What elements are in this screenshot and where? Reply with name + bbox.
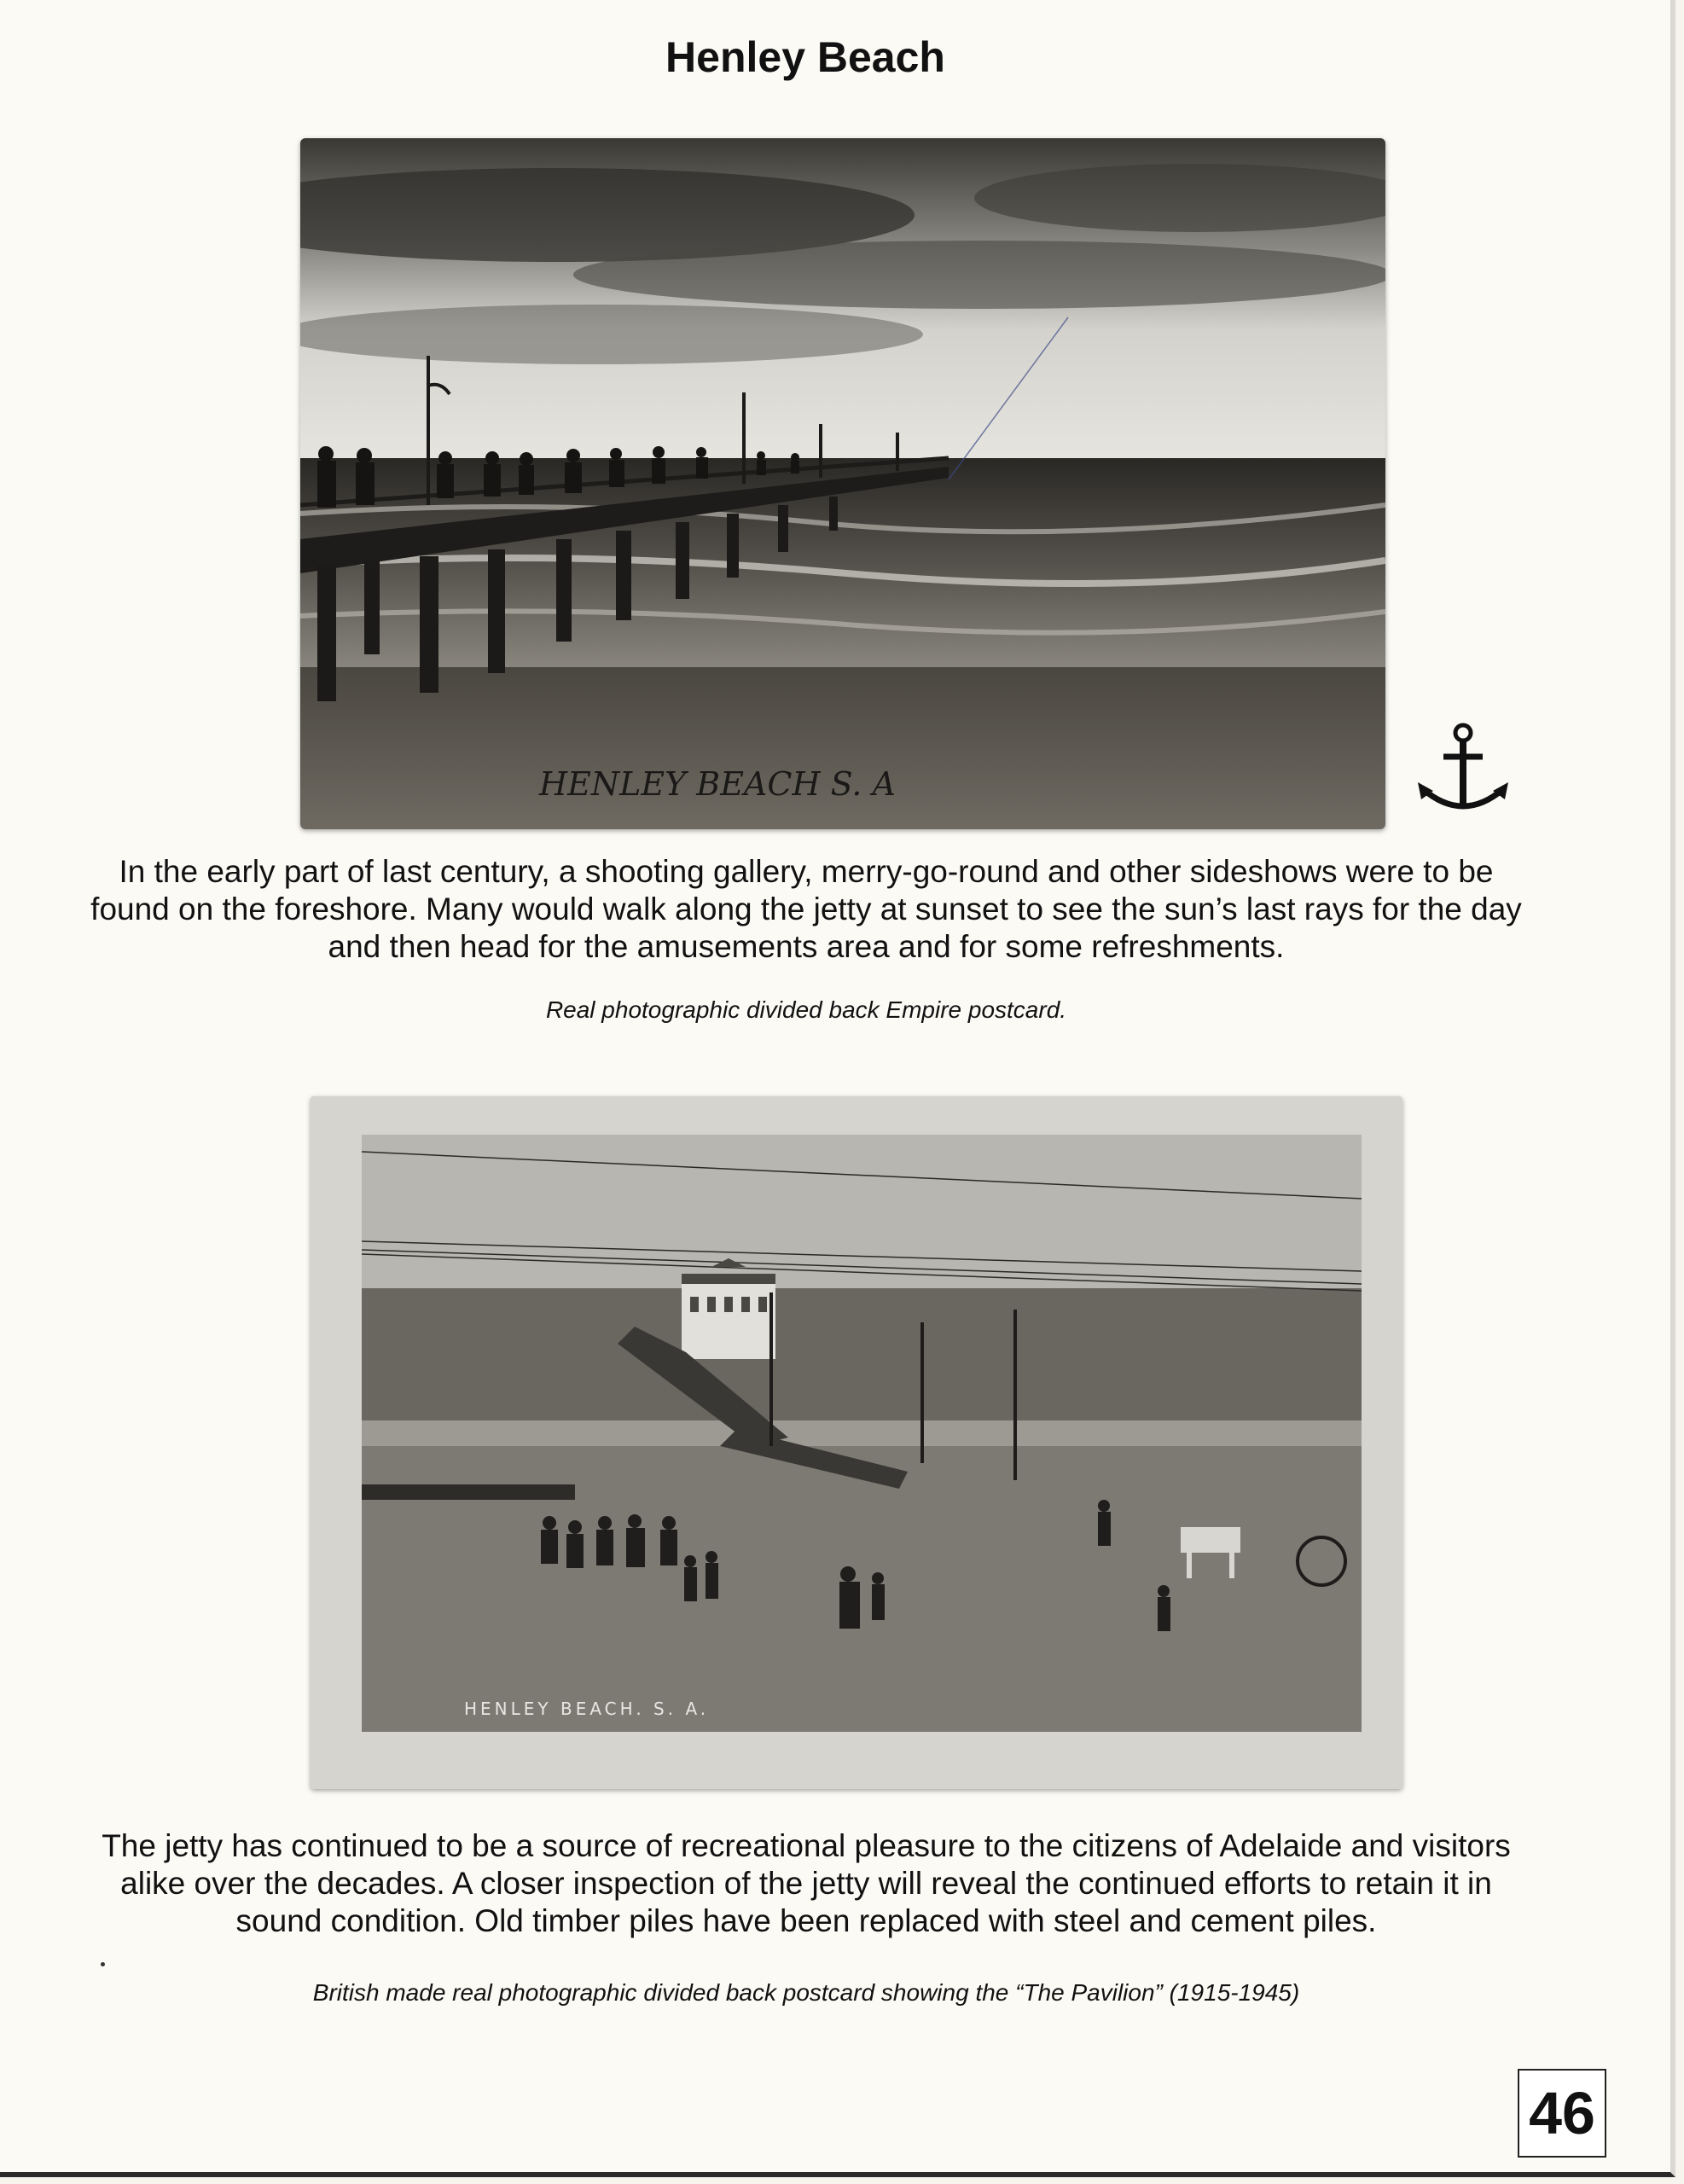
caption-pavilion: The jetty has continued to be a source of recreational pleasure to the citizens of Adelaide and visitors alike over the decades. A closer inspection of the jetty will reveal the continued efforts to retain it in sound condition. Old timber piles have been replaced with steel and cement piles. xyxy=(102,1828,1511,1938)
note-pavilion-postcard: British made real photographic divided back postcard showing the “The Pavilion” (1915-1945) xyxy=(312,1979,1300,2006)
printed-photo-label: HENLEY BEACH. S. A. xyxy=(464,1699,710,1719)
page-title: Henley Beach xyxy=(665,33,945,81)
handwritten-photo-label: HENLEY BEACH S. A xyxy=(539,765,896,803)
anchor-icon xyxy=(1416,721,1510,823)
pavilion-postcard xyxy=(311,1096,1402,1789)
jetty-sunset-postcard xyxy=(300,138,1385,829)
page-number: 46 xyxy=(1518,2069,1606,2158)
jetty-sunset-photo xyxy=(300,138,1385,829)
note-sunset-postcard: Real photographic divided back Empire postcard. xyxy=(545,996,1067,1023)
pavilion-photo xyxy=(311,1096,1402,1789)
caption-sunset: In the early part of last century, a shooting gallery, merry-go-round and other sideshows were to be found on the foreshore. Many would walk along the jetty at sunset to see the sun’s last rays for the day and then head for the amusements area and for some refreshments. xyxy=(90,854,1522,964)
stray-mark xyxy=(101,1962,105,1966)
